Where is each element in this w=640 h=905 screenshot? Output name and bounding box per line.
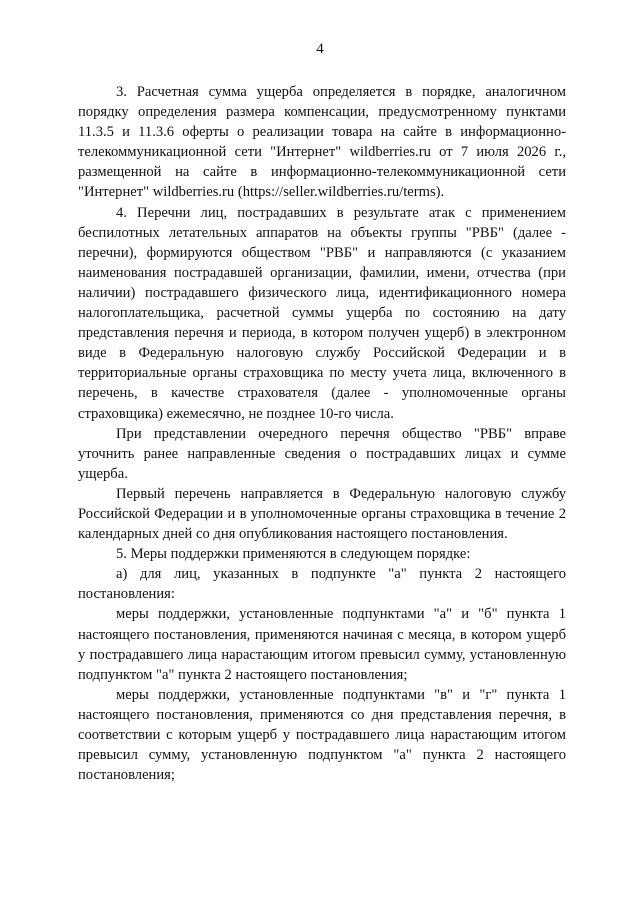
- document-body: [78, 82, 566, 785]
- paragraph-first-list: Первый перечень направляется в Федеральную налоговую службу Российской Федерации и в уполномоченные органы страховщика в течение 2 календарных дней со дня опубликования настоящего постановления.: [78, 485, 566, 543]
- paragraph-5-support-order: 5. Меры поддержки применяются в следующем порядке:: [116, 546, 471, 563]
- paragraph-support-measures-v-g: меры поддержки, установленные подпунктами "в" и "г" пункта 1 настоящего постановления, применяются со дня представления перечня, в соответствии с которым ущерб у пострадавшего лица нарастающим итогом превысил сумму, установленную подпунктом "а" пункта 2 настоящего постановления;: [78, 686, 566, 784]
- paragraph-4-victim-lists: 4. Перечни лиц, пострадавших в результате атак с применением беспилотных летательных аппаратов на объекты группы "РВБ" (далее - перечни), формируются обществом "РВБ" и направляются (с указанием наименования пострадавшей организации, фамилии, имени, отчества (при наличии) пострадавшего физического лица, идентификационного номера налогоплательщика, расчетной суммы ущерба по состоянию на дату представления перечня и периода, в котором получен ущерб) в электронном виде в Федеральную налоговую службу Российской Федерации и в территориальные органы страховщика по месту учета лица, включенного в перечень, в качестве страхователя (далее - уполномоченные органы страховщика) ежемесячно, не позднее 10-го числа.: [78, 204, 566, 422]
- paragraph-support-measures-a-b: меры поддержки, установленные подпунктами "а" и "б" пункта 1 настоящего постановления, применяются начиная с месяца, в котором ущерб у пострадавшего лица нарастающим итогом превысил сумму, установленную подпунктом "а" пункта 2 настоящего постановления;: [78, 606, 566, 683]
- paragraph-3-damage-calculation: 3. Расчетная сумма ущерба определяется в порядке, аналогичном порядку определения размера компенсации, предусмотренному пунктами 11.3.5 и 11.3.6 оферты о реализации товара на сайте в информационно-телекоммуникационной сети "Интернет" wildberries.ru от 7 июля 2026 г., размещенной на сайте в информационно-телекоммуникационной сети "Интернет" wildberries.ru (https://seller.wildberries.ru/terms).: [78, 84, 566, 201]
- page-number: 4: [316, 41, 324, 57]
- paragraph-list-update: При представлении очередного перечня общество "РВБ" вправе уточнить ранее направленные сведения о пострадавших лицах и сумме ущерба.: [78, 425, 566, 482]
- paragraph-5a: а) для лиц, указанных в подпункте "а" пункта 2 настоящего постановления:: [78, 566, 566, 603]
